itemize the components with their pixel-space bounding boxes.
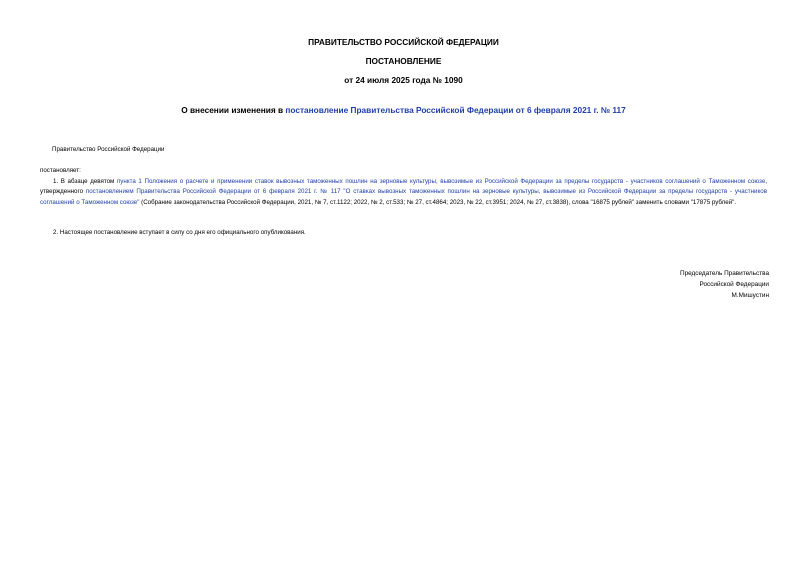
document-type: ПОСТАНОВЛЕНИЕ [365,56,442,66]
signature-block [680,268,769,301]
decrees-text: постановляет: [40,167,81,174]
issuer-text: Правительство Российской Федерации [52,146,165,153]
para1-link-regulation[interactable]: пункта 1 Положения о расчете и применении ставок вывозных таможенных пошлин на зерновые культуры, вывозимые из Российской Федерации за пределы государств - участников соглашений о Таможенном союзе [116,178,766,185]
subject-link[interactable]: постановление Правительства Российской Федерации от 6 февраля 2021 г. № 117 [285,105,626,115]
para1-suffix: (Собрание законодательства Российской Федерации, 2021, № 7, ст.1122; 2022, № 2, ст.533; № 27, ст.4864; 2023, № 22, ст.3951; 2024, № 27, ст.3838), слова "16875 рублей" заменить словами "17875 рублей". [139,198,737,206]
paragraph-2: 2. Настоящее постановление вступает в силу со дня его официального опубликования. [53,229,306,236]
document-date-number: от 24 июля 2025 года № 1090 [344,75,463,85]
signature-name: М.Мишустин [731,292,769,299]
para1-middle: , утвержденного [40,178,767,196]
para1-prefix: 1. В абзаце девятом [53,178,117,185]
document-subject [0,105,807,116]
para1-link-resolution[interactable]: постановлением Правительства Российской Федерации от 6 февраля 2021 г. № 117 "О ставках вывозных таможенных пошлин на зерновые культуры, вывозимые из Российской Федерации за пределы государств - участников соглашений о Таможенном союзе" [40,188,767,206]
signature-country: Российской Федерации [699,281,769,288]
subject-prefix: О внесении изменения в [181,105,286,115]
signature-title: Председатель Правительства [680,270,769,277]
paragraph-1 [40,177,767,208]
government-heading: ПРАВИТЕЛЬСТВО РОССИЙСКОЙ ФЕДЕРАЦИИ [308,37,499,47]
